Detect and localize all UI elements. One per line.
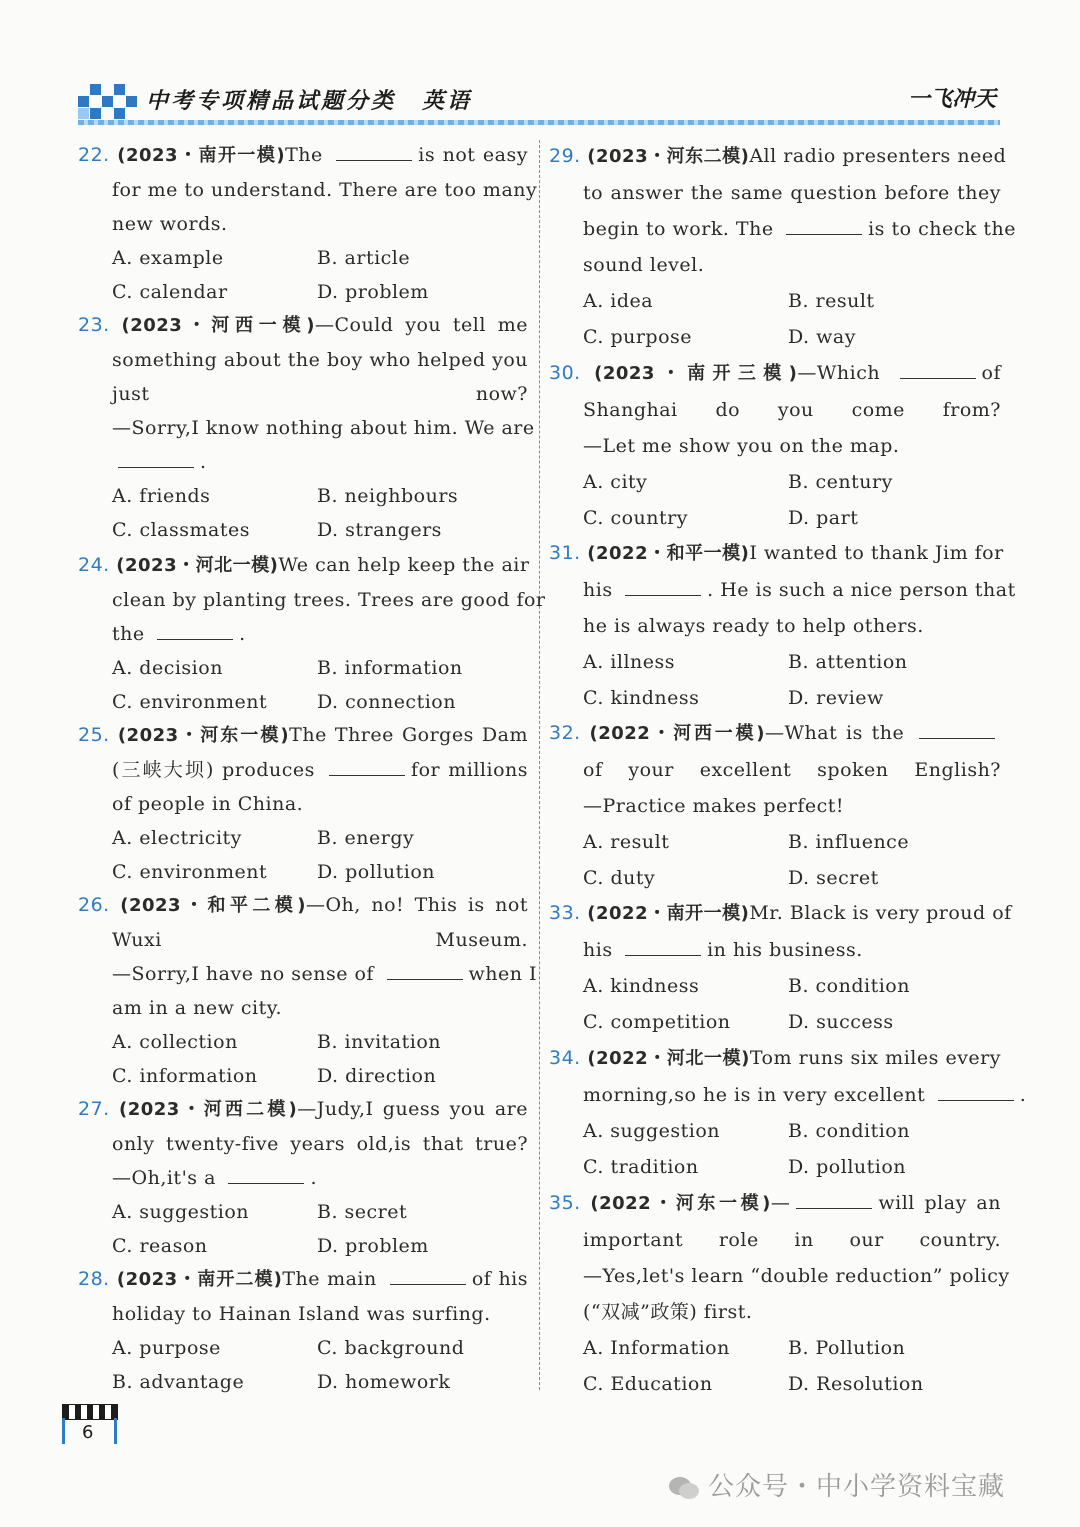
question-text: begin to work. The: [583, 218, 781, 240]
question-text: Shanghai do you come from?: [583, 399, 1001, 421]
options-row: [78, 821, 528, 855]
question-text: the: [112, 623, 152, 645]
question-number: 34.: [549, 1047, 581, 1069]
answer-option: C. kindness: [583, 687, 700, 709]
options-row: [549, 283, 1001, 319]
question-source: (2023・南开二模): [116, 1269, 283, 1290]
page-number: 6: [82, 1422, 94, 1443]
question-source: (2023・南开一模): [117, 145, 286, 166]
options-row: [549, 680, 1001, 716]
question-line: [78, 343, 528, 377]
answer-option: D. homework: [317, 1371, 451, 1393]
answer-option: C. Education: [583, 1373, 713, 1395]
question-number: 28.: [78, 1268, 110, 1290]
watermark: [668, 1466, 1005, 1503]
answer-option: C. calendar: [112, 281, 228, 303]
question-text: sound level.: [583, 254, 705, 276]
question-text: important role in our country.: [583, 1229, 1001, 1251]
question-text: —Let me show you on the map.: [583, 435, 900, 457]
question-text: he is always ready to help others.: [583, 615, 924, 637]
column-divider: [539, 140, 540, 1390]
answer-option: B. attention: [788, 651, 908, 673]
options-row: [78, 651, 528, 685]
question-text: .: [1019, 1084, 1027, 1106]
question-text: of: [981, 362, 1001, 384]
question-31: [549, 535, 1016, 716]
answer-option: D. strangers: [317, 519, 442, 541]
answer-option: A. kindness: [583, 975, 700, 997]
options-row: [549, 1113, 1001, 1149]
question-25: [78, 718, 528, 889]
question-text: only twenty-five years old,is that true?: [112, 1133, 528, 1155]
question-text: his: [583, 939, 620, 961]
question-text: The: [285, 144, 331, 166]
options-row: [549, 860, 1001, 896]
question-line: [549, 572, 1016, 608]
question-source: (2023・和平二模): [120, 895, 306, 916]
answer-option: B. Pollution: [788, 1337, 906, 1359]
question-text: clean by planting trees. Trees are good for: [112, 589, 546, 611]
options-row: [78, 275, 528, 309]
question-33: [549, 895, 1012, 1040]
question-text: —Practice makes perfect!: [583, 795, 845, 817]
question-text: holiday to Hainan Island was surfing.: [112, 1303, 491, 1325]
answer-option: C. reason: [112, 1235, 208, 1257]
question-number: 25.: [78, 724, 110, 746]
question-35: [549, 1185, 1010, 1402]
question-line: [549, 1077, 1027, 1113]
answer-option: A. result: [583, 831, 670, 853]
answer-option: B. information: [317, 657, 463, 679]
wechat-icon: [668, 1475, 700, 1501]
answer-option: A. collection: [112, 1031, 238, 1053]
options-row: [78, 513, 528, 547]
answer-option: C. country: [583, 507, 688, 529]
question-source: (2023・河东一模): [117, 725, 290, 746]
answer-blank: [329, 757, 405, 776]
answer-option: B. invitation: [317, 1031, 442, 1053]
question-line: [78, 617, 528, 651]
answer-option: C. classmates: [112, 519, 250, 541]
question-text: is not easy: [418, 144, 528, 166]
question-text: .: [310, 1167, 317, 1189]
book-title: 中考专项精品试题分类: [146, 89, 397, 114]
question-text: —Sorry,I have no sense of: [112, 963, 381, 985]
answer-option: C. purpose: [583, 326, 693, 348]
options-row: [78, 479, 528, 513]
question-source: (2023・河西一模): [121, 315, 315, 336]
question-text: his: [583, 579, 620, 601]
question-line: [78, 207, 528, 241]
answer-option: B. condition: [788, 1120, 910, 1142]
question-text: just now?: [112, 383, 528, 405]
question-text: will play an: [878, 1192, 1001, 1214]
answer-blank: [118, 449, 194, 468]
question-number: 24.: [78, 554, 110, 576]
question-text: in his business.: [707, 939, 863, 961]
options-row: [78, 1331, 528, 1365]
question-line: [78, 308, 528, 343]
question-text: when I: [468, 963, 538, 985]
options-row: [78, 1059, 528, 1093]
question-text: —Judy,I guess you are: [297, 1098, 528, 1120]
answer-blank: [900, 360, 976, 379]
question-line: [549, 932, 1001, 968]
answer-blank: [919, 720, 995, 739]
answer-option: C. background: [317, 1337, 465, 1359]
answer-option: D. review: [788, 687, 884, 709]
question-26: [78, 888, 538, 1093]
question-text: The Three Gorges Dam: [289, 724, 528, 746]
question-number: 32.: [549, 722, 581, 744]
question-source: (2022・河西一模): [589, 723, 765, 744]
answer-option: D. secret: [788, 867, 879, 889]
question-text: for me to understand. There are too many: [112, 179, 538, 201]
question-line: [549, 608, 1001, 644]
answer-option: B. energy: [317, 827, 415, 849]
answer-option: B. article: [317, 247, 411, 269]
question-line: [78, 991, 528, 1025]
flag-pole-right: [114, 1418, 117, 1444]
options-row: [549, 1366, 1001, 1402]
question-number: 29.: [549, 145, 581, 167]
question-22: [78, 138, 538, 309]
answer-option: B. secret: [317, 1201, 408, 1223]
subject-label: 英语: [422, 89, 473, 114]
answer-option: C. environment: [112, 691, 268, 713]
answer-option: A. friends: [112, 485, 211, 507]
question-line: [78, 923, 528, 957]
question-line: [78, 411, 535, 445]
question-30: [549, 355, 1001, 536]
question-line: [78, 718, 528, 753]
question-line: [78, 377, 528, 411]
question-line: [78, 548, 528, 583]
question-text: new words.: [112, 213, 228, 235]
question-text: Tom runs six miles every: [749, 1047, 1001, 1069]
question-number: 35.: [549, 1192, 581, 1214]
answer-blank: [387, 961, 463, 980]
question-number: 33.: [549, 902, 581, 924]
answer-blank: [625, 577, 701, 596]
question-text: is to check the: [868, 218, 1017, 240]
answer-blank: [625, 937, 701, 956]
question-line: [78, 173, 538, 207]
question-line: [78, 445, 528, 479]
question-line: [78, 1262, 528, 1297]
options-row: [78, 1195, 528, 1229]
question-line: [78, 787, 528, 821]
answer-option: D. pollution: [788, 1156, 907, 1178]
question-line: [549, 535, 1004, 572]
answer-option: B. condition: [788, 975, 910, 997]
options-row: [549, 1330, 1001, 1366]
options-row: [78, 855, 528, 889]
question-32: [549, 715, 1001, 896]
answer-option: D. connection: [317, 691, 456, 713]
answer-blank: [796, 1190, 872, 1209]
question-source: (2023・河北一模): [116, 555, 279, 576]
answer-option: D. direction: [317, 1065, 437, 1087]
answer-blank: [228, 1165, 304, 1184]
question-line: [549, 895, 1012, 932]
question-source: (2023・河东二模): [587, 146, 750, 167]
question-line: [549, 138, 1007, 175]
question-34: [549, 1040, 1027, 1185]
question-text: —What is the: [764, 722, 913, 744]
header-rule: [78, 120, 1000, 125]
question-text: The main: [282, 1268, 384, 1290]
answer-option: C. tradition: [583, 1156, 699, 1178]
question-29: [549, 138, 1017, 355]
question-text: of people in China.: [112, 793, 304, 815]
question-text: All radio presenters need: [749, 145, 1007, 167]
options-row: [549, 824, 1001, 860]
question-line: [78, 753, 528, 787]
question-text: —: [770, 1192, 791, 1214]
question-line: [549, 752, 1001, 788]
options-row: [549, 319, 1001, 355]
question-text: —Oh,it's a: [112, 1167, 223, 1189]
question-text: am in a new city.: [112, 997, 282, 1019]
answer-option: D. Resolution: [788, 1373, 924, 1395]
answer-option: D. problem: [317, 281, 429, 303]
checkered-flag-icon: [62, 1404, 118, 1420]
question-line: [549, 211, 1017, 247]
options-row: [549, 464, 1001, 500]
answer-option: A. purpose: [112, 1337, 221, 1359]
answer-option: C. information: [112, 1065, 258, 1087]
question-text: of his: [471, 1268, 529, 1290]
watermark-text: 公众号・中小学资料宝藏: [708, 1472, 1006, 1502]
answer-option: D. success: [788, 1011, 894, 1033]
options-row: [78, 241, 528, 275]
answer-option: C. environment: [112, 861, 268, 883]
answer-option: C. duty: [583, 867, 656, 889]
page-header: [78, 80, 1000, 126]
answer-option: A. electricity: [112, 827, 242, 849]
question-text: —Sorry,I know nothing about him. We are: [112, 417, 535, 439]
question-line: [549, 355, 1001, 392]
question-number: 22.: [78, 144, 110, 166]
question-text: something about the boy who helped you: [112, 349, 528, 371]
header-title: [146, 84, 472, 115]
answer-option: A. city: [583, 471, 648, 493]
flag-pole-left: [62, 1418, 65, 1444]
question-23: [78, 308, 535, 547]
question-line: [549, 392, 1001, 428]
answer-option: D. pollution: [317, 861, 436, 883]
answer-blank: [157, 621, 233, 640]
question-text: to answer the same question before they: [583, 182, 1001, 204]
answer-option: C. competition: [583, 1011, 731, 1033]
answer-option: D. problem: [317, 1235, 429, 1257]
question-text: for millions: [411, 759, 529, 781]
answer-blank: [390, 1266, 466, 1285]
answer-blank: [938, 1082, 1014, 1101]
question-text: —Oh, no! This is not: [305, 894, 528, 916]
question-line: [78, 1127, 528, 1161]
answer-option: A. decision: [112, 657, 223, 679]
question-line: [549, 1222, 1001, 1258]
question-24: [78, 548, 546, 719]
question-line: [78, 888, 528, 923]
brand-logo: 一飞冲天: [907, 87, 996, 112]
answer-option: A. Information: [583, 1337, 730, 1359]
options-row: [549, 1149, 1001, 1185]
question-source: (2022・南开一模): [587, 903, 750, 924]
question-line: [78, 1297, 528, 1331]
question-source: (2022・河东一模): [590, 1193, 771, 1214]
options-row: [78, 1365, 528, 1399]
question-source: (2023・南开三模): [594, 363, 798, 384]
question-source: (2022・河北一模): [587, 1048, 750, 1069]
question-text: .: [200, 451, 207, 473]
question-line: [78, 583, 546, 617]
answer-option: B. century: [788, 471, 893, 493]
question-text: Wuxi Museum.: [112, 929, 528, 951]
question-text: . He is such a nice person that: [707, 579, 1016, 601]
question-source: (2023・河西二模): [118, 1099, 298, 1120]
question-text: I wanted to thank Jim for: [749, 542, 1004, 564]
question-text: Mr. Black is very proud of: [749, 902, 1012, 924]
answer-option: A. suggestion: [112, 1201, 249, 1223]
question-line: [78, 1092, 528, 1127]
question-line: [549, 247, 1001, 283]
answer-blank: [786, 216, 862, 235]
question-text: —Yes,let's learn “double reduction” policy: [583, 1265, 1010, 1287]
question-line: [549, 1040, 1001, 1077]
question-text: —Could you tell me: [315, 314, 528, 336]
question-number: 30.: [549, 362, 581, 384]
question-28: [78, 1262, 528, 1399]
question-line: [78, 957, 538, 991]
answer-option: A. idea: [583, 290, 654, 312]
answer-blank: [336, 142, 412, 161]
question-line: [549, 1258, 1010, 1294]
question-line: [549, 175, 1001, 211]
options-row: [549, 968, 1001, 1004]
question-text: We can help keep the air: [278, 554, 530, 576]
options-row: [549, 644, 1001, 680]
header-logo-blocks: [78, 84, 136, 120]
question-number: 26.: [78, 894, 110, 916]
options-row: [78, 1229, 528, 1263]
answer-option: A. illness: [583, 651, 676, 673]
options-row: [78, 1025, 528, 1059]
answer-option: B. neighbours: [317, 485, 459, 507]
answer-option: D. part: [788, 507, 859, 529]
question-line: [78, 138, 528, 173]
question-number: 23.: [78, 314, 110, 336]
answer-option: D. way: [788, 326, 856, 348]
question-line: [549, 788, 1001, 824]
question-text: .: [239, 623, 246, 645]
question-source: (2022・和平一模): [587, 543, 750, 564]
question-number: 31.: [549, 542, 581, 564]
question-line: [549, 428, 1001, 464]
question-text: (“双减”政策) first.: [583, 1301, 753, 1323]
question-text: (三峡大坝) produces: [112, 759, 324, 781]
answer-option: A. suggestion: [583, 1120, 720, 1142]
question-27: [78, 1092, 528, 1263]
question-line: [549, 715, 1001, 752]
question-text: morning,so he is in very excellent: [583, 1084, 932, 1106]
answer-option: B. result: [788, 290, 875, 312]
question-text: —Which: [797, 362, 894, 384]
options-row: [78, 685, 528, 719]
answer-option: A. example: [112, 247, 224, 269]
question-line: [549, 1185, 1001, 1222]
question-text: of your excellent spoken English?: [583, 759, 1001, 781]
options-row: [549, 500, 1001, 536]
question-number: 27.: [78, 1098, 110, 1120]
question-line: [549, 1294, 1001, 1330]
question-line: [78, 1161, 528, 1195]
page-number-badge: [62, 1404, 120, 1448]
answer-option: B. advantage: [112, 1371, 245, 1393]
answer-option: B. influence: [788, 831, 910, 853]
options-row: [549, 1004, 1001, 1040]
